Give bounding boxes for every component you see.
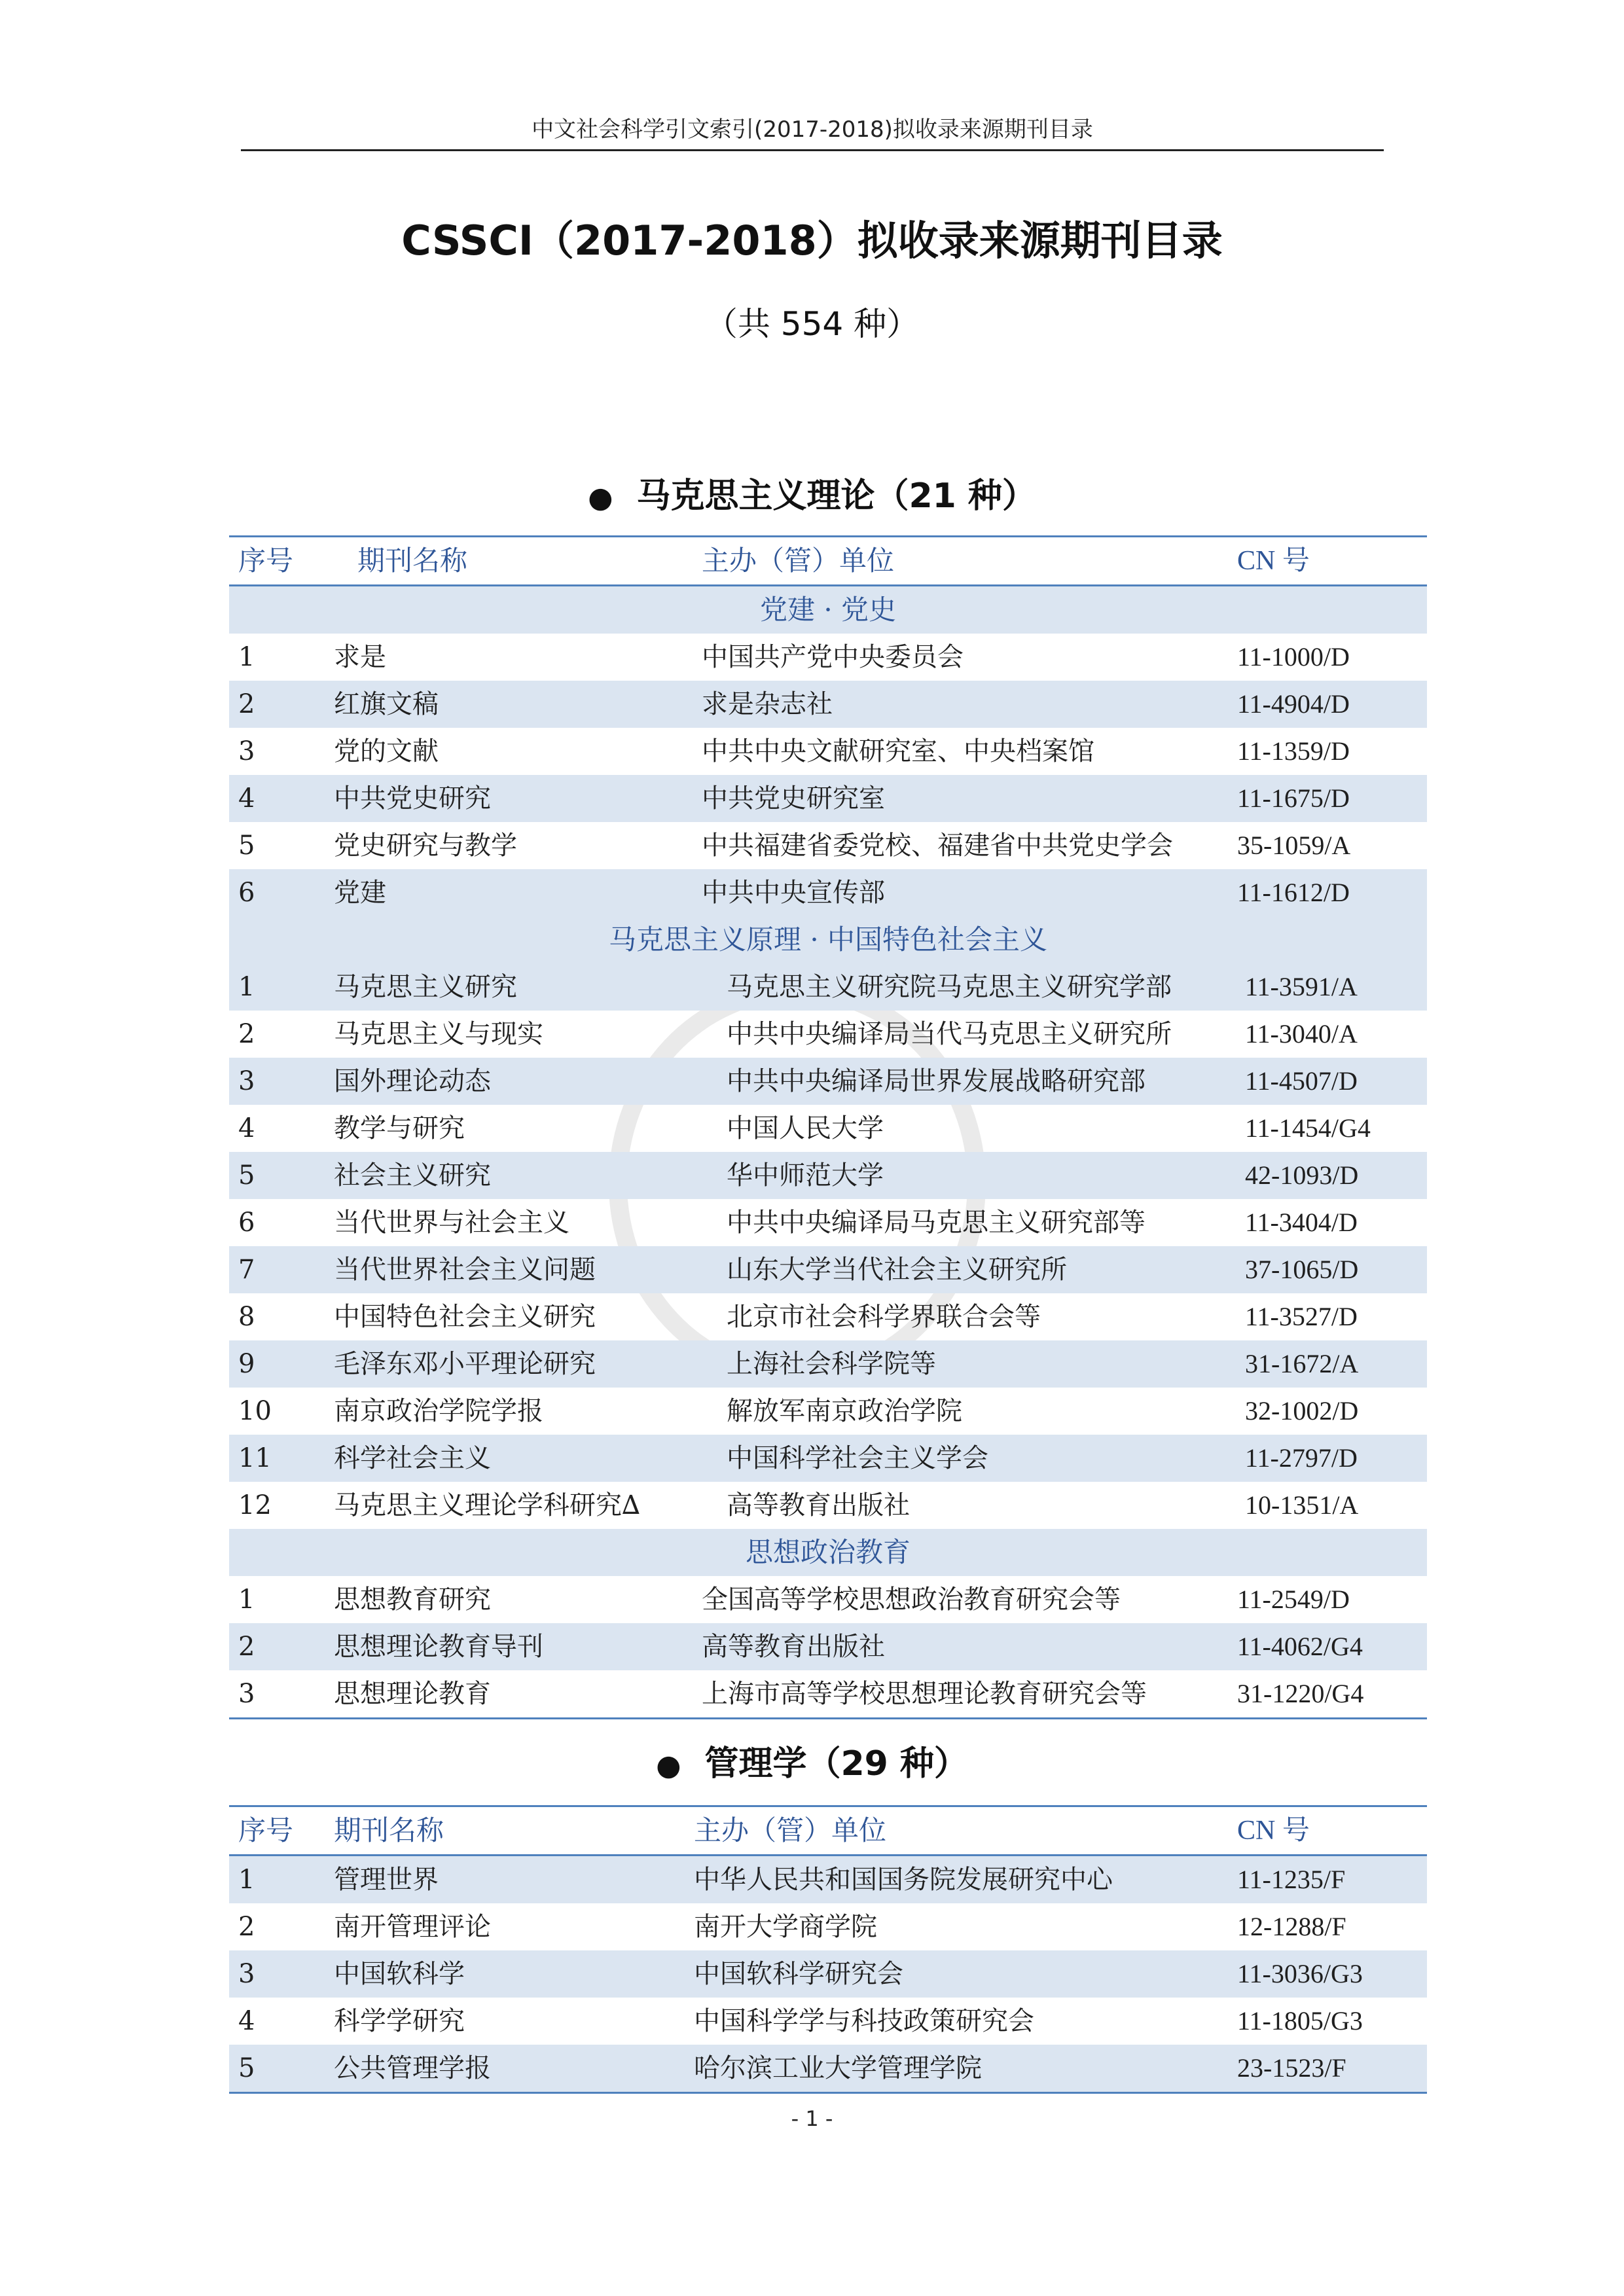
cell-seq: 10 <box>238 1396 272 1426</box>
cell-publisher: 上海市高等学校思想理论教育研究会等 <box>702 1679 1147 1709</box>
cell-cn: 12-1288/F <box>1237 1912 1346 1941</box>
cell-name: 马克思主义理论学科研究∆ <box>334 1490 640 1520</box>
table-row <box>229 1576 1427 1623</box>
cell-seq: 9 <box>238 1349 255 1379</box>
cell-publisher: 山东大学当代社会主义研究所 <box>727 1255 1067 1285</box>
cell-seq: 2 <box>238 1912 255 1942</box>
cell-cn: 11-2797/D <box>1245 1443 1358 1473</box>
cell-seq: 2 <box>238 689 255 719</box>
cell-publisher: 中共中央宣传部 <box>702 878 885 908</box>
cell-cn: 11-1805/G3 <box>1237 2006 1363 2036</box>
cell-cn: 11-1454/G4 <box>1245 1113 1371 1143</box>
cell-cn: 11-4507/D <box>1245 1066 1358 1096</box>
category-label: 党建 · 党史 <box>759 594 897 626</box>
cell-seq: 6 <box>238 878 255 908</box>
cell-cn: 11-1359/D <box>1237 736 1350 766</box>
cell-publisher: 中共中央编译局世界发展战略研究部 <box>727 1066 1146 1096</box>
cell-seq: 2 <box>238 1632 255 1662</box>
cell-seq: 4 <box>238 783 255 814</box>
cell-publisher: 中共中央文献研究室、中央档案馆 <box>702 736 1094 766</box>
header-publisher: 主办（管）单位 <box>702 545 895 577</box>
cell-cn: 10-1351/A <box>1245 1490 1359 1520</box>
cell-name: 党建 <box>334 878 386 908</box>
cell-cn: 11-1235/F <box>1237 1865 1346 1894</box>
cell-cn: 11-1675/D <box>1237 783 1350 813</box>
document-subtitle: （共 554 种） <box>704 305 920 343</box>
table-row <box>229 634 1427 681</box>
cell-cn: 32-1002/D <box>1245 1396 1359 1426</box>
cell-publisher: 中共中央编译局当代马克思主义研究所 <box>727 1019 1172 1049</box>
cell-cn: 11-3040/A <box>1245 1019 1358 1049</box>
cell-name: 当代世界社会主义问题 <box>334 1255 596 1285</box>
cell-publisher: 求是杂志社 <box>702 689 833 719</box>
cell-seq: 7 <box>238 1255 255 1285</box>
cell-cn: 11-4062/G4 <box>1237 1632 1363 1661</box>
cell-name: 科学社会主义 <box>334 1443 491 1473</box>
cell-seq: 5 <box>238 831 255 861</box>
cell-cn: 31-1672/A <box>1245 1349 1359 1378</box>
cell-publisher: 华中师范大学 <box>727 1160 884 1191</box>
table-row <box>229 822 1427 869</box>
cell-seq: 2 <box>238 1019 255 1049</box>
header-seq: 序号 <box>238 545 294 577</box>
cell-cn: 35-1059/A <box>1237 831 1351 860</box>
table-row <box>229 869 1427 916</box>
cell-publisher: 中国人民大学 <box>727 1113 884 1143</box>
cell-name: 管理世界 <box>334 1865 439 1895</box>
cell-publisher: 中共福建省委党校、福建省中共党史学会 <box>702 831 1173 861</box>
table-row <box>229 1058 1427 1105</box>
section-title: 管理学（29 种） <box>704 1744 968 1784</box>
section-heading-management <box>0 1736 1624 1785</box>
cell-name: 社会主义研究 <box>334 1160 491 1191</box>
cell-name: 毛泽东邓小平理论研究 <box>334 1349 596 1379</box>
section-title: 马克思主义理论（21 种） <box>636 476 1036 516</box>
cell-publisher: 中共中央编译局马克思主义研究部等 <box>727 1208 1146 1238</box>
table-row <box>229 1340 1427 1388</box>
cell-publisher: 中华人民共和国国务院发展研究中心 <box>694 1865 1113 1895</box>
cell-name: 国外理论动态 <box>334 1066 491 1096</box>
table-row <box>229 1903 1427 1950</box>
table-row <box>229 1482 1427 1529</box>
category-row <box>229 1529 1427 1576</box>
cell-seq: 3 <box>238 1959 255 1989</box>
cell-seq: 3 <box>238 1066 255 1096</box>
cell-name: 思想教育研究 <box>334 1585 491 1615</box>
cell-cn: 11-2549/D <box>1237 1585 1350 1614</box>
cell-cn: 31-1220/G4 <box>1237 1679 1364 1708</box>
category-label: 马克思主义原理 · 中国特色社会主义 <box>608 924 1048 956</box>
cell-cn: 11-3527/D <box>1245 1302 1358 1331</box>
table-row <box>229 2045 1427 2092</box>
cell-cn: 11-1000/D <box>1237 642 1350 672</box>
cell-publisher: 解放军南京政治学院 <box>727 1396 962 1426</box>
cell-name: 公共管理学报 <box>334 2053 491 2083</box>
cell-cn: 11-3591/A <box>1245 972 1358 1001</box>
cell-seq: 6 <box>238 1208 255 1238</box>
cell-publisher: 中国科学学与科技政策研究会 <box>694 2006 1034 2036</box>
cell-name: 科学学研究 <box>334 2006 465 2036</box>
cell-name: 南京政治学院学报 <box>334 1396 543 1426</box>
cell-publisher: 中共党史研究室 <box>702 783 885 814</box>
table-header-row <box>229 537 1427 586</box>
cell-cn: 23-1523/F <box>1237 2053 1346 2083</box>
cell-publisher: 马克思主义研究院马克思主义研究学部 <box>727 972 1172 1002</box>
table-row <box>229 1998 1427 2045</box>
running-header: 中文社会科学引文索引(2017-2018)拟收录来源期刊目录 <box>532 117 1093 143</box>
category-row <box>229 586 1427 634</box>
cell-seq: 5 <box>238 1160 255 1191</box>
cell-name: 马克思主义研究 <box>334 972 517 1002</box>
cell-seq: 3 <box>238 736 255 766</box>
table-row <box>229 1293 1427 1340</box>
table-row <box>229 1388 1427 1435</box>
cell-name: 中国软科学 <box>334 1959 465 1989</box>
cell-cn: 11-1612/D <box>1237 878 1350 907</box>
cell-name: 求是 <box>334 642 386 672</box>
table-row <box>229 681 1427 728</box>
header-rule <box>241 149 1384 151</box>
header-cn: CN 号 <box>1237 1816 1310 1846</box>
cell-publisher: 北京市社会科学界联合会等 <box>727 1302 1041 1332</box>
cell-name: 南开管理评论 <box>334 1912 491 1942</box>
cell-name: 思想理论教育 <box>334 1679 491 1709</box>
cell-name: 教学与研究 <box>334 1113 465 1143</box>
page-number: - 1 - <box>791 2106 833 2131</box>
cell-cn: 42-1093/D <box>1245 1160 1359 1190</box>
table-row <box>229 1199 1427 1246</box>
header-seq: 序号 <box>238 1814 294 1846</box>
table-row <box>229 1152 1427 1199</box>
table-row <box>229 1623 1427 1670</box>
category-row <box>229 916 1427 963</box>
cell-name: 中共党史研究 <box>334 783 491 814</box>
journal-table-marxism <box>229 535 1427 1719</box>
table-row <box>229 963 1427 1011</box>
bullet-icon: ● <box>656 1749 681 1782</box>
cell-cn: 11-3036/G3 <box>1237 1959 1363 1988</box>
cell-name: 党史研究与教学 <box>334 831 517 861</box>
cell-cn: 11-3404/D <box>1245 1208 1358 1237</box>
table-row <box>229 1856 1427 1903</box>
table-row <box>229 1435 1427 1482</box>
cell-name: 党的文献 <box>334 736 439 766</box>
cell-publisher: 中国共产党中央委员会 <box>702 642 964 672</box>
cell-seq: 4 <box>238 2006 255 2036</box>
header-cn: CN 号 <box>1237 546 1310 576</box>
cell-publisher: 中国科学社会主义学会 <box>727 1443 988 1473</box>
cell-seq: 1 <box>238 1865 255 1895</box>
table-row <box>229 775 1427 822</box>
table-row <box>229 728 1427 775</box>
document-title: CSSCI（2017-2018）拟收录来源期刊目录 <box>401 217 1223 264</box>
cell-seq: 1 <box>238 1585 255 1615</box>
cell-seq: 12 <box>238 1490 272 1520</box>
cell-seq: 1 <box>238 642 255 672</box>
cell-name: 马克思主义与现实 <box>334 1019 543 1049</box>
cell-seq: 5 <box>238 2053 255 2083</box>
table-row <box>229 1950 1427 1998</box>
bullet-icon: ● <box>588 481 613 514</box>
cell-name: 思想理论教育导刊 <box>334 1632 543 1662</box>
journal-table-management <box>229 1805 1427 2094</box>
table-row <box>229 1105 1427 1152</box>
table-header-row <box>229 1807 1427 1856</box>
header-name: 期刊名称 <box>334 1814 444 1846</box>
cell-cn: 11-4904/D <box>1237 689 1350 719</box>
cell-seq: 3 <box>238 1679 255 1709</box>
table-row <box>229 1246 1427 1293</box>
cell-cn: 37-1065/D <box>1245 1255 1359 1284</box>
cell-seq: 8 <box>238 1302 255 1332</box>
cell-seq: 4 <box>238 1113 255 1143</box>
cell-seq: 1 <box>238 972 255 1002</box>
cell-name: 中国特色社会主义研究 <box>334 1302 596 1332</box>
section-heading-marxism <box>0 468 1624 517</box>
category-label: 思想政治教育 <box>745 1536 911 1568</box>
header-name: 期刊名称 <box>357 545 468 577</box>
cell-publisher: 哈尔滨工业大学管理学院 <box>694 2053 982 2083</box>
table-row <box>229 1011 1427 1058</box>
cell-publisher: 中国软科学研究会 <box>694 1959 903 1989</box>
header-publisher: 主办（管）单位 <box>694 1814 887 1846</box>
cell-publisher: 上海社会科学院等 <box>727 1349 936 1379</box>
cell-publisher: 高等教育出版社 <box>702 1632 885 1662</box>
cell-name: 红旗文稿 <box>334 689 439 719</box>
cell-publisher: 南开大学商学院 <box>694 1912 877 1942</box>
cell-publisher: 高等教育出版社 <box>727 1490 910 1520</box>
cell-seq: 11 <box>238 1443 272 1473</box>
cell-name: 当代世界与社会主义 <box>334 1208 569 1238</box>
table-row <box>229 1670 1427 1717</box>
cell-publisher: 全国高等学校思想政治教育研究会等 <box>702 1585 1121 1615</box>
